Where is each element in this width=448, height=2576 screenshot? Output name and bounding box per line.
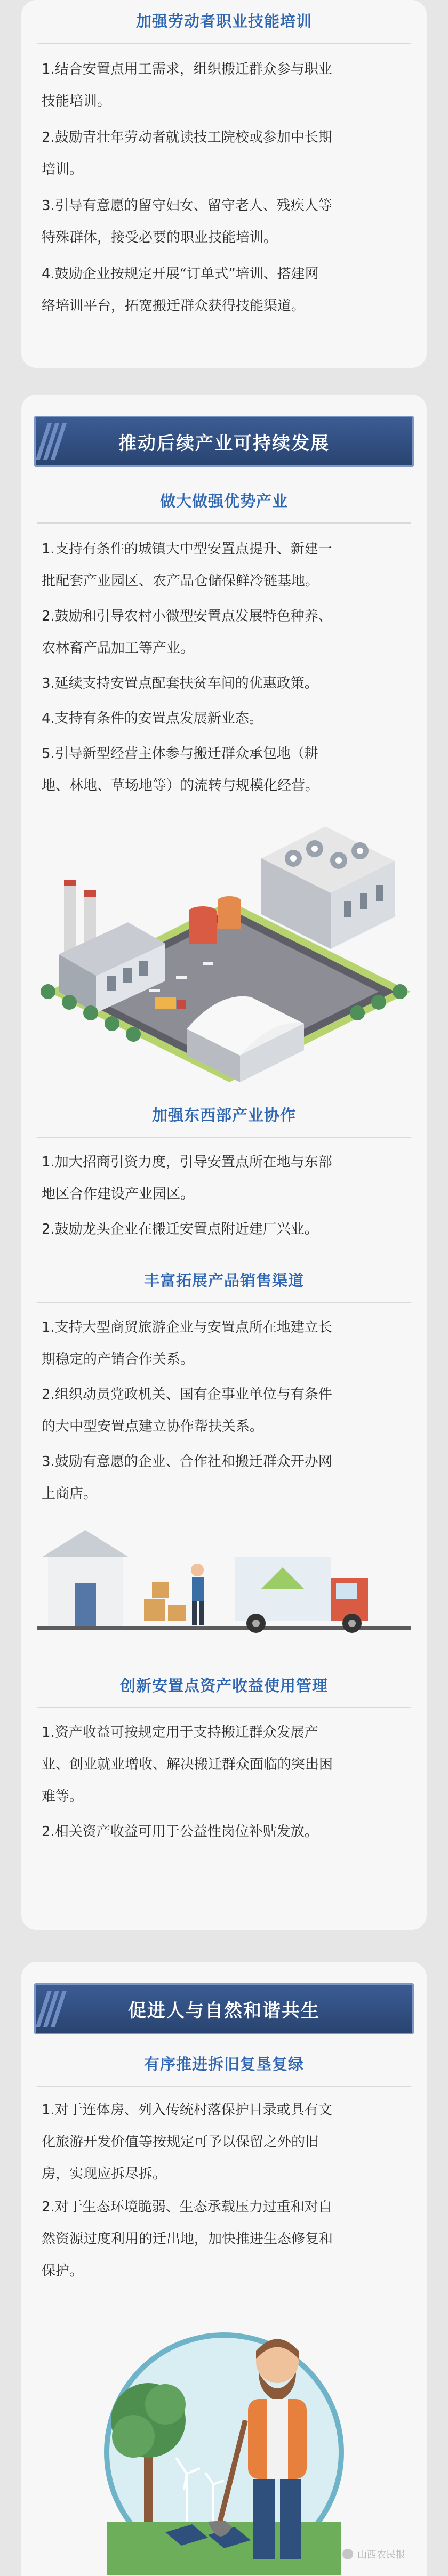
list-item: 1.对于连体房、列入传统村落保护目录或具有文 化旅游开发价值等按规定可予以保留之外的旧 房，实现应拆尽拆。	[42, 2102, 332, 2182]
watermark-text: 山西农民报	[357, 2549, 405, 2561]
list-item: 1.支持大型商贸旅游企业与安置点所在地建立长 期稳定的产销合作关系。	[42, 1319, 332, 1367]
list-item: 1.资产收益可按规定用于支持搬迁群众发展产 业、创业就业增收、解决搬迁群众面临的突出困 难等。	[42, 1725, 333, 1805]
section-subtitle: 加强东西部产业协作	[151, 1106, 296, 1124]
card-nature-harmony	[21, 1962, 427, 2576]
list-item: 2.对于生态环境脆弱、生态承载压力过重和对自 然资源过度利用的迁出地，加快推进生态修复和 保护。	[42, 2199, 333, 2279]
list-item: 3.延续支持安置点配套扶贫车间的优惠政策。	[42, 675, 318, 691]
list-item: 1.结合安置点用工需求，组织搬迁群众参与职业 技能培训。	[42, 61, 332, 109]
list-item: 3.引导有意愿的留守妇女、留守老人、残疾人等 特殊群体，接受必要的职业技能培训。	[42, 198, 332, 246]
section-subtitle: 创新安置点资产收益使用管理	[119, 1677, 328, 1695]
card-industry-development	[21, 395, 427, 1930]
banner-stripes	[42, 1991, 61, 2027]
list-item: 1.加大招商引资力度，引导安置点所在地与东部 地区合作建设产业园区。	[42, 1154, 332, 1202]
divider	[37, 2086, 411, 2087]
gardener-illustration	[85, 2298, 363, 2575]
industrial-park-illustration	[27, 816, 421, 1093]
list-item: 5.引导新型经营主体参与搬迁群众承包地（耕 地、林地、草场地等）的流转与规模化经营。	[42, 746, 319, 794]
list-item: 4.支持有条件的安置点发展新业态。	[42, 711, 263, 727]
banner-stripes	[42, 423, 61, 460]
wechat-logo-icon	[342, 2549, 353, 2559]
section-subtitle: 做大做强优势产业	[159, 492, 288, 510]
divider	[37, 522, 411, 524]
section-subtitle: 丰富拓展产品销售渠道	[143, 1271, 304, 1290]
divider	[37, 1137, 411, 1138]
banner-title: 推动后续产业可持续发展	[118, 432, 330, 454]
banner-title: 促进人与自然和谐共生	[128, 2000, 320, 2022]
list-item: 1.支持有条件的城镇大中型安置点提升、新建一 批配套产业园区、农产品仓储保鲜冷链基地。	[42, 541, 332, 589]
delivery-illustration	[37, 1519, 411, 1637]
section-banner	[34, 416, 414, 467]
divider	[37, 1707, 411, 1708]
card-skills-training	[21, 0, 427, 368]
list-item: 2.相关资产收益可用于公益性岗位补贴发放。	[42, 1824, 318, 1840]
watermark	[342, 2547, 405, 2561]
list-item: 2.鼓励青壮年劳动者就读技工院校或参加中长期 培训。	[42, 130, 332, 178]
list-item: 2.鼓励龙头企业在搬迁安置点附近建厂兴业。	[42, 1221, 318, 1237]
list-item: 2.组织动员党政机关、国有企事业单位与有条件 的大中型安置点建立协作帮扶关系。	[42, 1387, 332, 1435]
divider	[37, 43, 411, 44]
list-item: 3.鼓励有意愿的企业、合作社和搬迁群众开办网 上商店。	[42, 1454, 332, 1502]
section-banner	[34, 1983, 414, 2034]
section-subtitle: 加强劳动者职业技能培训	[135, 12, 312, 30]
list-item: 4.鼓励企业按规定开展“订单式”培训、搭建网 络培训平台，拓宽搬迁群众获得技能渠道。	[42, 266, 319, 314]
divider	[37, 1302, 411, 1303]
list-item: 2.鼓励和引导农村小微型安置点发展特色种养、 农林畜产品加工等产业。	[42, 608, 332, 656]
section-subtitle: 有序推进拆旧复垦复绿	[143, 2055, 304, 2073]
